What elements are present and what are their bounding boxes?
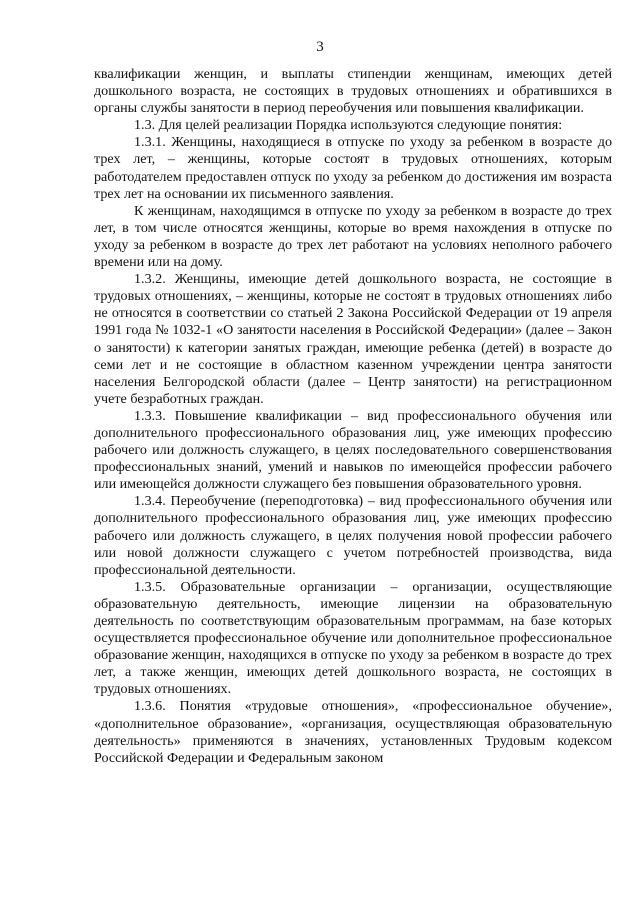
paragraph-1-3-1-note: К женщинам, находящимся в отпуске по уходу за ребенком в возрасте до трех лет, в том числе относятся женщины, которые во время нахождения в отпуске по уходу за ребенком в возрасте до трех лет работают на условиях неполного рабочего времени или на дому.: [94, 202, 612, 271]
paragraph-1-3-4: 1.3.4. Переобучение (переподготовка) – вид профессионального обучения или дополнительного профессионального образования лиц, уже имеющих профессию рабочего или должность служащего, в целях получения новой профессии рабочего или новой должности служащего с учетом потребностей производства, вида профессиональной деятельности.: [94, 493, 612, 578]
paragraph-1-3-5: 1.3.5. Образовательные организации – организации, осуществляющие образовательную деятельность, имеющие лицензии на образовательную деятельность по соответствующим образовательным программам, на базе которых осуществляется профессиональное обучение или дополнительное профессиональное образование женщин, находящихся в отпуске по уходу за ребенком в возрасте до трех лет, а также женщин, имеющих детей дошкольного возраста, не состоящих в трудовых отношениях.: [94, 578, 612, 698]
page-number: 3: [316, 39, 324, 55]
paragraph-1-3: 1.3. Для целей реализации Порядка используются следующие понятия:: [134, 117, 563, 134]
paragraph-1-3-6: 1.3.6. Понятия «трудовые отношения», «профессиональное обучение», «дополнительное образование», «организация, осуществляющая образовательную деятельность» применяются в значениях, установленных Трудовым кодексом Российской Федерации и Федеральным законом: [94, 698, 612, 766]
paragraph-1-3-3: 1.3.3. Повышение квалификации – вид профессионального обучения или дополнительного профессионального образования лиц, уже имеющих профессию рабочего или должность служащего, в целях последовательного совершенствования профессиональных знаний, умений и навыков по имеющейся профессии рабочего или имеющейся должности служащего без повышения образовательного уровня.: [94, 407, 612, 493]
document-body: [94, 66, 612, 767]
paragraph-continuation: квалификации женщин, и выплаты стипендии женщинам, имеющих детей дошкольного возраста, не состоящих в трудовых отношениях и обратившихся в органы службы занятости в период переобучения или повышения квалификации.: [94, 66, 612, 117]
paragraph-1-3-1: 1.3.1. Женщины, находящиеся в отпуске по уходу за ребенком в возрасте до трех лет, – женщины, которые состоят в трудовых отношениях, которым работодателем предоставлен отпуск по уходу за ребенком до достижения им возраста трех лет на основании их письменного заявления.: [94, 134, 612, 202]
paragraph-1-3-2: 1.3.2. Женщины, имеющие детей дошкольного возраста, не состоящие в трудовых отношениях, – женщины, которые не состоят в трудовых отношениях либо не относятся в соответствии со статьей 2 Закона Российской Федерации от 19 апреля 1991 года № 1032-1 «О занятости населения в Российской Федерации» (далее – Закон о занятости) к категории занятых граждан, имеющие ребенка (детей) в возрасте до семи лет и не состоящие в областном казенном учреждении центра занятости населения Белгородской области (далее – Центр занятости) на регистрационном учете безработных граждан.: [94, 271, 612, 407]
